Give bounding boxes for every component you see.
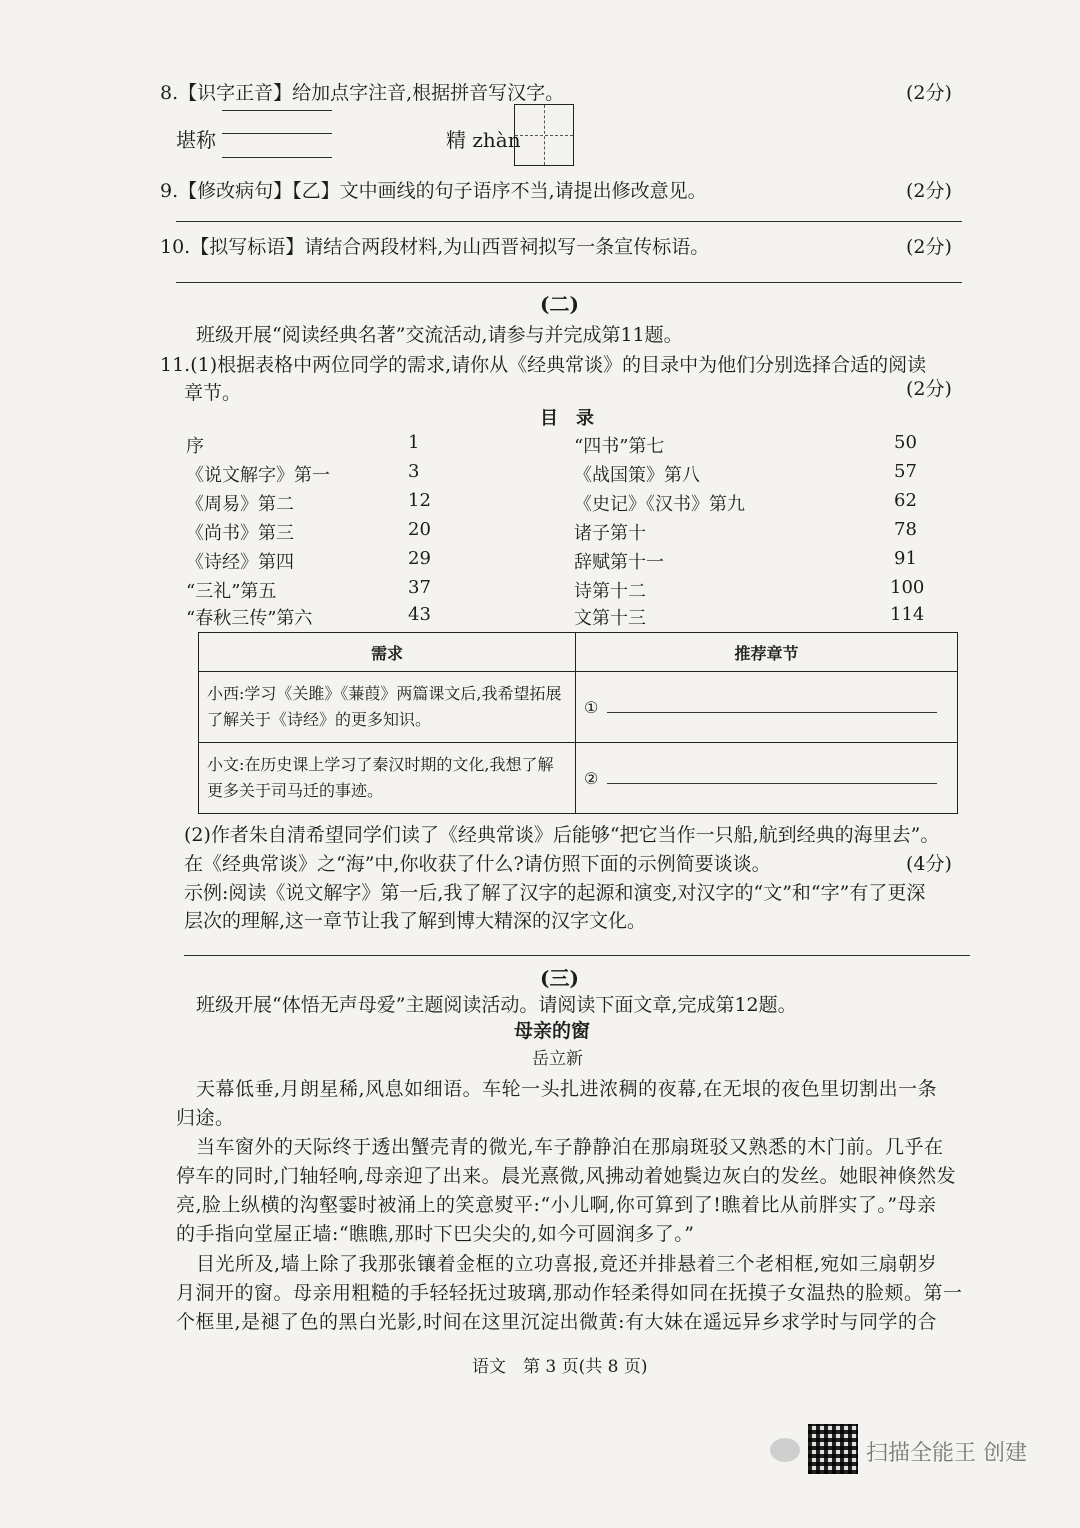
toc-item: 《战国策》第八 bbox=[574, 465, 700, 486]
toc-item: 诸子第十 bbox=[574, 523, 646, 544]
section2-intro: 班级开展“阅读经典名著”交流活动,请参与并完成第11题。 bbox=[196, 324, 683, 346]
toc-item: 诗第十二 bbox=[574, 581, 646, 602]
q9-points: (2分) bbox=[906, 180, 952, 202]
toc-page: 100 bbox=[890, 577, 925, 598]
toc-item: 《说文解字》第一 bbox=[186, 465, 330, 486]
answer-mark: ② bbox=[584, 768, 599, 788]
toc-item: 《周易》第二 bbox=[186, 494, 294, 515]
toc-page: 57 bbox=[894, 461, 917, 482]
toc-page: 29 bbox=[408, 548, 431, 569]
header-chapter: 推荐章节 bbox=[576, 633, 958, 672]
header-need: 需求 bbox=[199, 633, 576, 672]
table-row bbox=[199, 672, 958, 743]
toc-item: 《史记》《汉书》第九 bbox=[574, 494, 745, 515]
wechat-icon bbox=[770, 1438, 800, 1462]
toc-page: 12 bbox=[408, 490, 431, 511]
table-row bbox=[199, 743, 958, 814]
example-line1: 示例:阅读《说文解字》第一后,我了解了汉字的起源和演变,对汉字的“文”和“字”有了更深 bbox=[184, 882, 926, 904]
toc-item: 文第十三 bbox=[574, 608, 646, 629]
answer-line bbox=[222, 157, 332, 158]
q11-part2-line2: 在《经典常谈》之“海”中,你收获了什么?请仿照下面的示例简要谈谈。 bbox=[184, 853, 771, 875]
q10-text: 10.【拟写标语】请结合两段材料,为山西晋祠拟写一条宣传标语。 bbox=[160, 236, 710, 258]
q8-word2: 精 zhàn bbox=[446, 128, 521, 152]
q8-word1: 堪称 bbox=[176, 128, 216, 152]
section2-title: (二) bbox=[540, 292, 579, 316]
article-line: 的手指向堂屋正墙:“瞧瞧,那时下巴尖尖的,如今可圆润多了。” bbox=[176, 1223, 695, 1245]
toc-item: 序 bbox=[186, 436, 204, 457]
toc-item: 《尚书》第三 bbox=[186, 523, 294, 544]
article-author: 岳立新 bbox=[532, 1049, 583, 1069]
need-cell: 小文:在历史课上学习了秦汉时期的文化,我想了解更多关于司马迁的事迹。 bbox=[199, 743, 576, 814]
toc-item: “春秋三传”第六 bbox=[186, 608, 313, 629]
toc-item: “四书”第七 bbox=[574, 436, 665, 457]
article-line: 归途。 bbox=[176, 1107, 235, 1129]
answer-cell[interactable] bbox=[576, 672, 958, 743]
toc-item: 《诗经》第四 bbox=[186, 552, 294, 573]
toc-page: 78 bbox=[894, 519, 917, 540]
scanner-watermark: 扫描全能王 创建 bbox=[866, 1441, 1027, 1466]
q11-line2: 章节。 bbox=[184, 382, 242, 404]
article-line: 亮,脸上纵横的沟壑霎时被涌上的笑意熨平:“小儿啊,你可算到了!瞧着比从前胖实了。”母亲 bbox=[176, 1194, 937, 1216]
toc-title: 目 录 bbox=[540, 408, 594, 429]
article-line: 月洞开的窗。母亲用粗糙的手轻轻抚过玻璃,那动作轻柔得如同在抚摸子女温热的脸颊。第一 bbox=[176, 1282, 963, 1304]
q11-points: (2分) bbox=[906, 378, 952, 400]
answer-mark: ① bbox=[584, 697, 599, 717]
toc-page: 37 bbox=[408, 577, 431, 598]
article-title: 母亲的窗 bbox=[514, 1020, 591, 1042]
page-footer: 语文 第 3 页(共 8 页) bbox=[472, 1357, 648, 1377]
tianzige-box[interactable] bbox=[514, 104, 574, 166]
toc-page: 62 bbox=[894, 490, 917, 511]
answer-line bbox=[176, 282, 962, 283]
answer-line bbox=[176, 221, 962, 222]
article-line: 停车的同时,门轴轻响,母亲迎了出来。晨光熹微,风拂动着她鬓边灰白的发丝。她眼神倏然发 bbox=[176, 1165, 957, 1187]
toc-page: 114 bbox=[890, 604, 925, 625]
toc-page: 1 bbox=[408, 432, 420, 453]
q10-points: (2分) bbox=[906, 236, 952, 258]
article-line: 目光所及,墙上除了我那张镶着金框的立功喜报,竟还并排悬着三个老相框,宛如三扇朝岁 bbox=[196, 1253, 938, 1275]
toc-page: 91 bbox=[894, 548, 917, 569]
answer-line bbox=[184, 955, 970, 956]
toc-page: 50 bbox=[894, 432, 917, 453]
article-line: 当车窗外的天际终于透出蟹壳青的微光,车子静静泊在那扇斑驳又熟悉的木门前。几乎在 bbox=[196, 1136, 944, 1158]
article-line: 个框里,是褪了色的黑白光影,时间在这里沉淀出微黄:有大妹在遥远异乡求学时与同学的合 bbox=[176, 1311, 937, 1333]
toc-item: 辞赋第十一 bbox=[574, 552, 664, 573]
toc-page: 20 bbox=[408, 519, 431, 540]
toc-page: 3 bbox=[408, 461, 420, 482]
q8-points: (2分) bbox=[906, 82, 952, 104]
answer-cell[interactable] bbox=[576, 743, 958, 814]
answer-line bbox=[222, 133, 332, 134]
example-line2: 层次的理解,这一章节让我了解到博大精深的汉字文化。 bbox=[184, 910, 647, 932]
q8-text: 8.【识字正音】给加点字注音,根据拼音写汉字。 bbox=[160, 82, 565, 104]
q11-part2-points: (4分) bbox=[906, 853, 952, 875]
qr-code-icon bbox=[808, 1424, 858, 1474]
requirement-table bbox=[198, 632, 958, 814]
q9-text: 9.【修改病句】【乙】文中画线的句子语序不当,请提出修改意见。 bbox=[160, 180, 707, 202]
toc-item: “三礼”第五 bbox=[186, 581, 277, 602]
section3-title: (三) bbox=[540, 966, 579, 990]
toc-page: 43 bbox=[408, 604, 431, 625]
need-cell: 小西:学习《关雎》《蒹葭》两篇课文后,我希望拓展了解关于《诗经》的更多知识。 bbox=[199, 672, 576, 743]
q11-line1: 11.(1)根据表格中两位同学的需求,请你从《经典常谈》的目录中为他们分别选择合适的阅读 bbox=[160, 354, 927, 376]
section3-intro: 班级开展“体悟无声母爱”主题阅读活动。请阅读下面文章,完成第12题。 bbox=[196, 994, 797, 1016]
q11-part2-line1: (2)作者朱自清希望同学们读了《经典常谈》后能够“把它当作一只船,航到经典的海里去”。 bbox=[184, 824, 940, 846]
article-line: 天幕低垂,月朗星稀,风息如细语。车轮一头扎进浓稠的夜幕,在无垠的夜色里切割出一条 bbox=[196, 1078, 938, 1100]
answer-line bbox=[222, 110, 332, 111]
